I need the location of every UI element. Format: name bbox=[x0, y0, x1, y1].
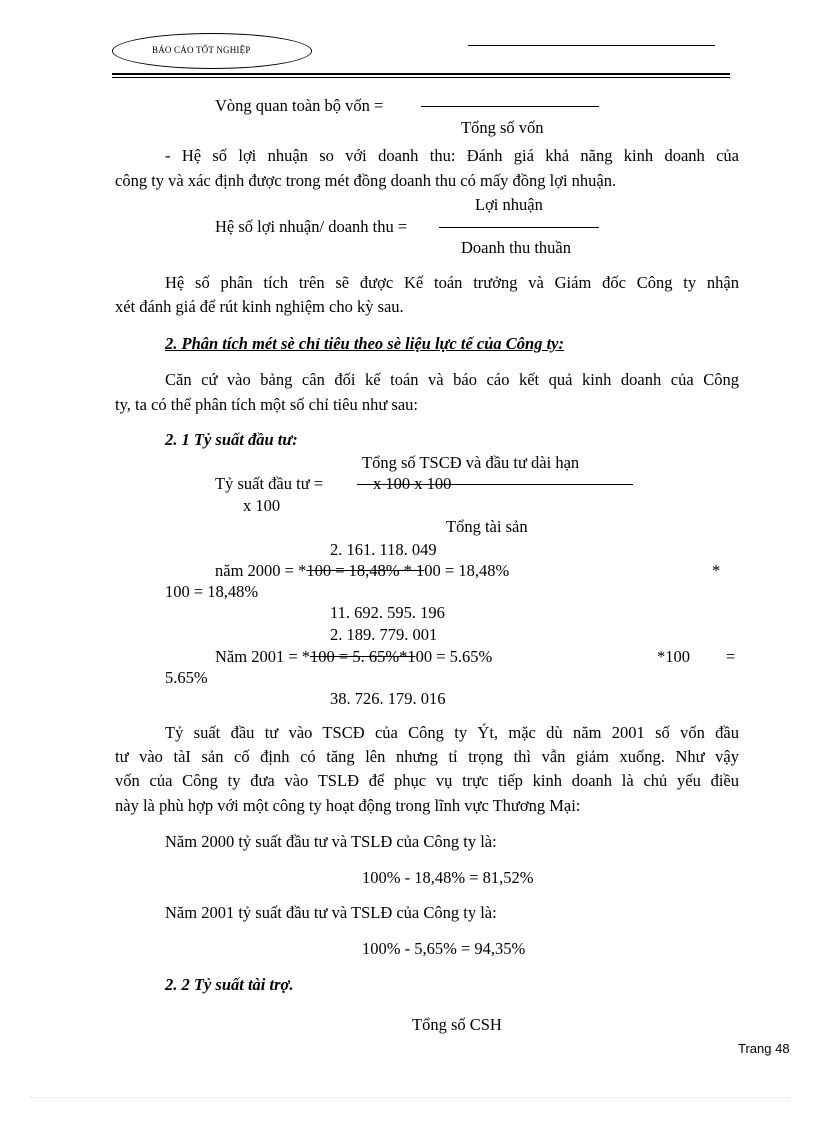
calc-2001-tail-eq: = bbox=[726, 647, 736, 666]
para-basis-line1: Căn cứ vào bảng cân đối kế toán và báo cáo kết quả kinh doanh của Công bbox=[165, 370, 739, 389]
calc-2001-line bbox=[215, 646, 492, 668]
para-profit-ratio-line2: công ty và xác định được trong mét đồng doanh thu có mấy đồng lợi nhuận. bbox=[115, 171, 617, 190]
calc-2001-den: 38. 726. 179. 016 bbox=[330, 689, 446, 708]
formula-profit-num: Lợi nhuận bbox=[475, 195, 543, 214]
calc-2000-line bbox=[215, 560, 509, 582]
section-heading-2: 2. Phân tích mét sè chỉ tiêu theo sè liệu lực tế của Công ty: bbox=[165, 334, 564, 353]
subsection-heading-2-1: 2. 1 Tỷ suất đầu tư: bbox=[165, 430, 298, 449]
subsection-heading-2-2: 2. 2 Tỷ suất tài trợ. bbox=[165, 975, 294, 994]
calc-2001-struck: 100 = 5. 65%*1 bbox=[310, 647, 416, 666]
header-right-line bbox=[468, 45, 715, 46]
page-bottom-dotted-line bbox=[30, 1097, 790, 1098]
formula-investment-x100: x 100 bbox=[243, 496, 281, 515]
header-rule-thick bbox=[112, 73, 730, 75]
formula-investment-num: Tổng số TSCĐ và đầu tư dài hạn bbox=[362, 453, 580, 472]
calc-2000-struck: 100 = 18,48% * 1 bbox=[306, 561, 425, 580]
para-profit-ratio-line1: - Hệ số lợi nhuận so với doanh thu: Đánh giá khả năng kinh doanh của bbox=[165, 146, 739, 165]
para-investment-comment-line1: Tỷ suất đầu tư vào TSCĐ của Công ty Ýt, mặc dù năm 2001 số vốn đầu bbox=[165, 723, 739, 742]
calc-2000-num: 2. 161. 118. 049 bbox=[330, 540, 437, 559]
formula-funding-num: Tổng số CSH bbox=[412, 1015, 502, 1034]
page-number: Trang 48 bbox=[738, 1041, 790, 1056]
formula-capital-turnover-den: Tổng số vốn bbox=[461, 118, 544, 137]
calc-2001-lhs: Năm 2001 = * bbox=[215, 647, 311, 666]
header-label: BÁO CÁO TỐT NGHIỆP bbox=[152, 45, 251, 55]
formula-investment-den: Tổng tài sản bbox=[446, 517, 528, 536]
equation-2000: 100% - 18,48% = 81,52% bbox=[362, 868, 534, 887]
calc-2001-tail-100: *100 bbox=[657, 647, 690, 666]
calc-2001-wrap: 5.65% bbox=[165, 668, 208, 687]
formula-profit-lhs: Hệ số lợi nhuận/ doanh thu = bbox=[215, 217, 408, 236]
calc-2001-rest: 00 = 5.65% bbox=[415, 647, 493, 666]
para-analysis-line2: xét đánh giá để rút kinh nghiệm cho kỳ sau. bbox=[115, 297, 404, 316]
para-investment-comment-line4: này là phù hợp với một công ty hoạt động trong lĩnh vực Thương Mại: bbox=[115, 796, 581, 815]
equation-2001: 100% - 5,65% = 94,35% bbox=[362, 939, 526, 958]
formula-capital-turnover-lhs: Vòng quan toàn bộ vốn = bbox=[215, 96, 384, 115]
formula-profit-den: Doanh thu thuần bbox=[461, 238, 571, 257]
statement-2001: Năm 2001 tỷ suất đầu tư và TSLĐ của Công ty là: bbox=[165, 903, 497, 922]
calc-2000-lhs: năm 2000 = * bbox=[215, 561, 307, 580]
para-investment-comment-line2: tư vào tàI sản cố định có tăng lên nhưng tỉ trọng thì vẫn giảm xuống. Như vậy bbox=[115, 747, 739, 766]
formula-investment-struck: x 100 x 100 bbox=[373, 474, 452, 493]
statement-2000: Năm 2000 tỷ suất đầu tư và TSLĐ của Công ty là: bbox=[165, 832, 497, 851]
formula-investment-lhs: Tỷ suất đầu tư = bbox=[215, 474, 324, 493]
para-basis-line2: ty, ta có thể phân tích một số chỉ tiêu như sau: bbox=[115, 395, 418, 414]
para-analysis-line1: Hệ số phân tích trên sẽ được Kế toán trưởng và Giám đốc Công ty nhận bbox=[165, 273, 739, 292]
para-investment-comment-line3: vốn của Công ty đưa vào TSLĐ để phục vụ trực tiếp kinh doanh là chủ yếu điều bbox=[115, 771, 739, 790]
fraction-line bbox=[421, 106, 599, 107]
calc-2000-star: * bbox=[712, 561, 721, 580]
header-rule-thin bbox=[112, 77, 730, 78]
calc-2000-den: 11. 692. 595. 196 bbox=[330, 603, 445, 622]
calc-2000-rest: 00 = 18,48% bbox=[424, 561, 510, 580]
calc-2000-wrap: 100 = 18,48% bbox=[165, 582, 259, 601]
calc-2001-num: 2. 189. 779. 001 bbox=[330, 625, 438, 644]
fraction-line bbox=[439, 227, 599, 228]
